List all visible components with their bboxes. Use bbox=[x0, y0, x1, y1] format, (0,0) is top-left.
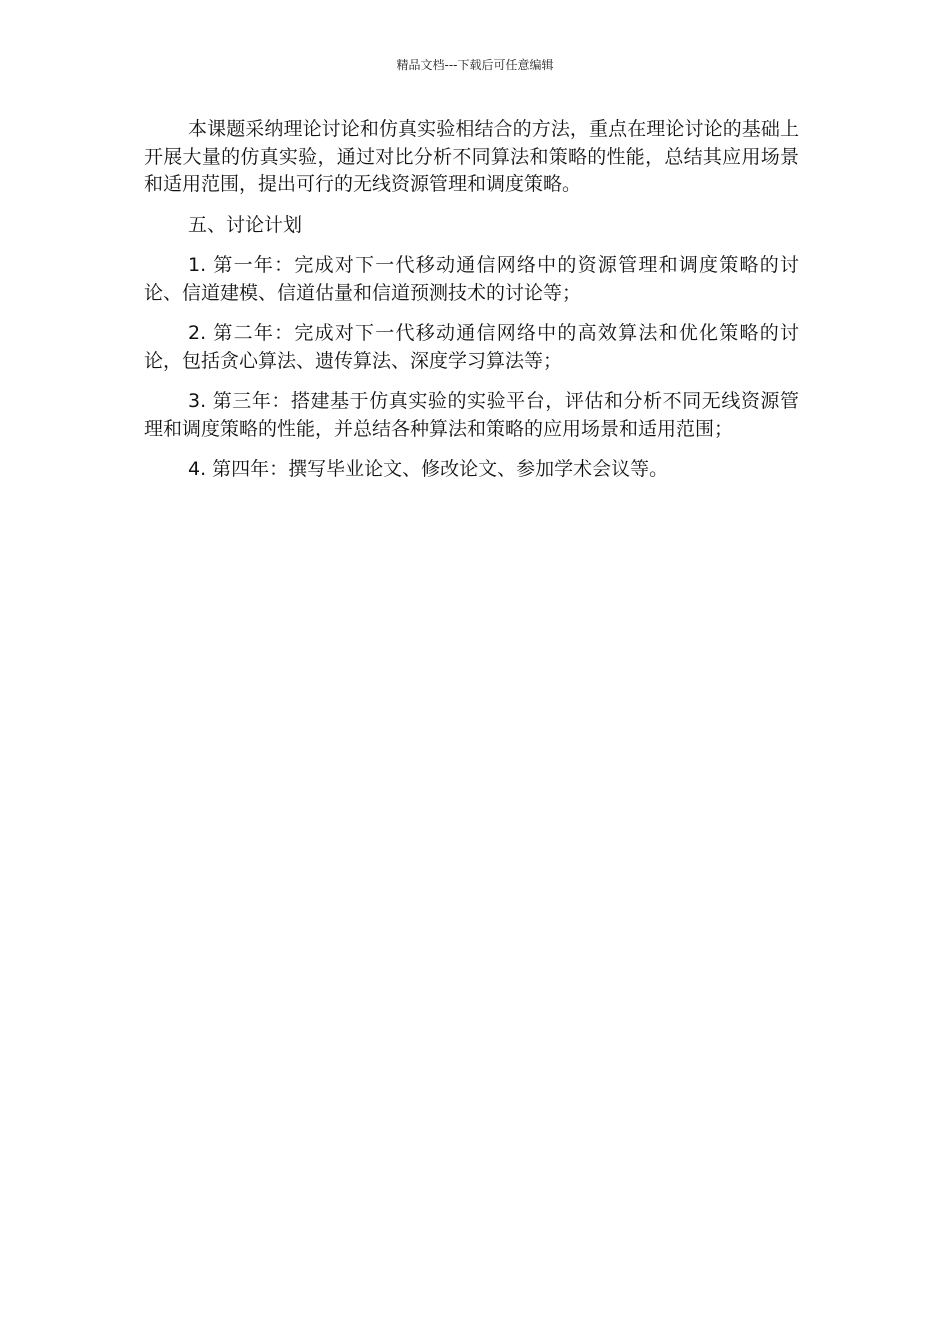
plan-item-year-3: 3. 第三年：搭建基于仿真实验的实验平台，评估和分析不同无线资源管理和调度策略的性能，并总结各种算法和策略的应用场景和适用范围； bbox=[144, 390, 799, 440]
plan-item-year-1: 1. 第一年：完成对下一代移动通信网络中的资源管理和调度策略的讨论、信道建模、信道估量和信道预测技术的讨论等； bbox=[144, 254, 799, 304]
page-header: 精品文档---下载后可任意编辑 bbox=[396, 58, 554, 72]
paragraph-methodology: 本课题采纳理论讨论和仿真实验相结合的方法，重点在理论讨论的基础上开展大量的仿真实验，通过对比分析不同算法和策略的性能，总结其应用场景和适用范围，提出可行的无线资源管理和调度策略。 bbox=[144, 118, 799, 195]
plan-item-year-4: 4. 第四年：撰写毕业论文、修改论文、参加学术会议等。 bbox=[188, 458, 669, 480]
document-body bbox=[144, 116, 799, 497]
plan-item-year-2: 2. 第二年：完成对下一代移动通信网络中的高效算法和优化策略的讨论，包括贪心算法、遗传算法、深度学习算法等； bbox=[144, 322, 799, 372]
section-heading-plan: 五、讨论计划 bbox=[188, 213, 303, 236]
